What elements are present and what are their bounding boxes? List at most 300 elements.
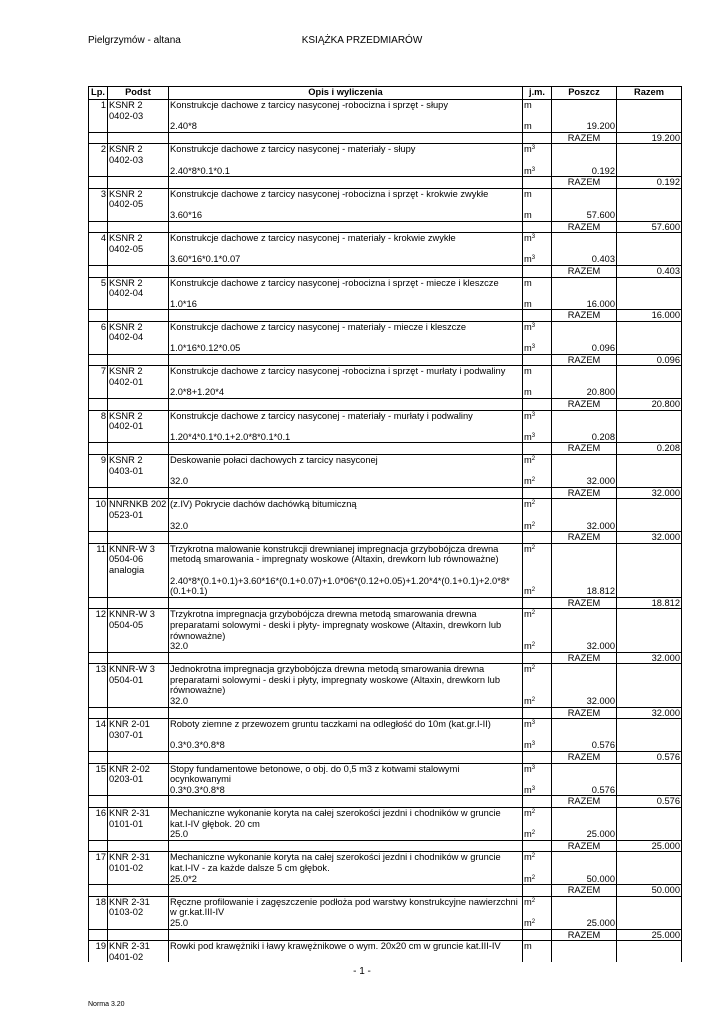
item-partial-quantity: 16.000 — [552, 299, 617, 310]
item-calculation: 32.0 — [169, 696, 523, 707]
total-row — [89, 652, 682, 664]
total-desc-empty — [169, 597, 523, 609]
item-total-quantity: 0.403 — [617, 265, 682, 277]
item-partial-quantity: 32.000 — [552, 641, 617, 652]
total-row — [89, 532, 682, 544]
column-header-razem: Razem — [617, 87, 682, 100]
total-unit-empty — [523, 177, 552, 189]
total-desc-empty — [169, 840, 523, 852]
calculation-row — [89, 432, 682, 443]
total-unit-empty — [523, 885, 552, 897]
table-row — [89, 233, 682, 255]
item-total-empty — [617, 543, 682, 575]
calc-total-empty — [617, 121, 682, 132]
total-label: RAZEM — [552, 929, 617, 941]
page-title: KSIĄŻKA PRZEDMIARÓW — [301, 35, 423, 46]
total-label: RAZEM — [552, 399, 617, 411]
total-label: RAZEM — [552, 652, 617, 664]
item-unit: $m^2$ — [523, 455, 552, 477]
total-label: RAZEM — [552, 707, 617, 719]
total-row — [89, 929, 682, 941]
item-partial-quantity: 0.576 — [552, 740, 617, 751]
calc-lp-empty — [89, 343, 108, 354]
total-desc-empty — [169, 885, 523, 897]
calculation-row — [89, 874, 682, 885]
column-header-lp: Lp. — [89, 87, 108, 100]
item-description: Jednokrotna impregnacja grzybobójcza drewna metodą smarowania drewna preparatami solowymi - deski i płyty, impregnaty woskowe (Altaxin, drewkorn lub równoważne) — [169, 664, 523, 696]
item-unit: m — [523, 100, 552, 122]
calc-basis-empty — [108, 166, 169, 177]
total-lp-empty — [89, 885, 108, 897]
total-basis-empty — [108, 265, 169, 277]
item-calculation: 32.0 — [169, 641, 523, 652]
item-partial-empty — [552, 144, 617, 166]
item-calculation: 3.60*16 — [169, 210, 523, 221]
table-header-row — [89, 87, 682, 100]
item-partial-empty — [552, 543, 617, 575]
item-basis: KNNR-W 3 0504-06 analogia — [108, 543, 169, 575]
total-basis-empty — [108, 354, 169, 366]
calc-unit: $m^2$ — [523, 476, 552, 487]
calculation-row — [89, 210, 682, 221]
item-number: 13 — [89, 664, 108, 696]
table-row — [89, 366, 682, 388]
item-number: 1 — [89, 100, 108, 122]
calc-basis-empty — [108, 299, 169, 310]
total-lp-empty — [89, 399, 108, 411]
item-calculation: 0.3*0.3*0.8*8 — [169, 740, 523, 751]
item-unit: $m^3$ — [523, 233, 552, 255]
calc-unit: $m^2$ — [523, 641, 552, 652]
calc-unit: $m^3$ — [523, 785, 552, 796]
item-partial-quantity: 50.000 — [552, 874, 617, 885]
table-row — [89, 455, 682, 477]
calc-basis-empty — [108, 829, 169, 840]
item-partial-empty — [552, 719, 617, 741]
item-partial-quantity: 0.576 — [552, 785, 617, 796]
item-basis: KNR 2-01 0307-01 — [108, 719, 169, 741]
item-unit: $m^2$ — [523, 664, 552, 696]
item-total-empty — [617, 941, 682, 963]
item-calculation: 32.0 — [169, 476, 523, 487]
bill-of-quantities-table — [88, 86, 682, 962]
item-number: 18 — [89, 896, 108, 918]
item-total-empty — [617, 100, 682, 122]
item-number: 15 — [89, 763, 108, 785]
item-total-quantity: 0.576 — [617, 796, 682, 808]
item-description: Konstrukcje dachowe z tarcicy nasyconej -robocizna i sprzęt - krokwie zwykłe — [169, 188, 523, 210]
item-description: (z.IV) Pokrycie dachów dachówką bitumiczną — [169, 499, 523, 521]
item-number: 5 — [89, 277, 108, 299]
total-desc-empty — [169, 652, 523, 664]
item-calculation: 2.40*8*0.1*0.1 — [169, 166, 523, 177]
total-unit-empty — [523, 929, 552, 941]
table-row — [89, 852, 682, 874]
total-unit-empty — [523, 221, 552, 233]
item-number: 7 — [89, 366, 108, 388]
total-basis-empty — [108, 177, 169, 189]
item-total-quantity: 50.000 — [617, 885, 682, 897]
calc-unit: $m^3$ — [523, 740, 552, 751]
total-desc-empty — [169, 399, 523, 411]
calculation-row — [89, 121, 682, 132]
item-description: Rowki pod krawężniki i ławy krawężnikowe o wym. 20x20 cm w gruncie kat.III-IV — [169, 941, 523, 963]
total-label: RAZEM — [552, 796, 617, 808]
total-unit-empty — [523, 354, 552, 366]
item-description: Roboty ziemne z przewozem gruntu taczkami na odległość do 10m (kat.gr.I-II) — [169, 719, 523, 741]
item-partial-empty — [552, 188, 617, 210]
item-calculation: 1.0*16 — [169, 299, 523, 310]
total-label: RAZEM — [552, 132, 617, 144]
total-unit-empty — [523, 487, 552, 499]
column-header-opis: Opis i wyliczenia — [169, 87, 523, 100]
calc-total-empty — [617, 874, 682, 885]
calculation-row — [89, 254, 682, 265]
item-total-quantity: 0.192 — [617, 177, 682, 189]
item-calculation: 1.0*16*0.12*0.05 — [169, 343, 523, 354]
total-desc-empty — [169, 354, 523, 366]
item-total-quantity: 32.000 — [617, 652, 682, 664]
item-number: 4 — [89, 233, 108, 255]
item-calculation: 25.0*2 — [169, 874, 523, 885]
item-total-quantity: 16.000 — [617, 310, 682, 322]
item-basis: KSNR 2 0402-03 — [108, 100, 169, 122]
item-basis: KSNR 2 0402-04 — [108, 277, 169, 299]
item-basis: KSNR 2 0402-01 — [108, 366, 169, 388]
item-number: 11 — [89, 543, 108, 575]
item-calculation: 1.20*4*0.1*0.1+2.0*8*0.1*0.1 — [169, 432, 523, 443]
total-basis-empty — [108, 929, 169, 941]
item-total-empty — [617, 366, 682, 388]
total-label: RAZEM — [552, 310, 617, 322]
calc-lp-empty — [89, 696, 108, 707]
item-description: Konstrukcje dachowe z tarcicy nasyconej - materiały - miecze i kleszcze — [169, 321, 523, 343]
total-basis-empty — [108, 885, 169, 897]
item-description: Trzykrotna impregnacja grzybobójcza drewna metodą smarowania drewna preparatami solowymi - deski i płyty- impregnaty woskowe (Altaxin, drewkorn lub równoważne) — [169, 609, 523, 641]
item-number: 16 — [89, 808, 108, 830]
item-total-quantity: 0.208 — [617, 443, 682, 455]
table-row — [89, 499, 682, 521]
total-lp-empty — [89, 487, 108, 499]
item-calculation: 32.0 — [169, 521, 523, 532]
item-total-empty — [617, 410, 682, 432]
calc-total-empty — [617, 432, 682, 443]
item-total-empty — [617, 664, 682, 696]
calc-basis-empty — [108, 121, 169, 132]
item-description: Deskowanie połaci dachowych z tarcicy nasyconej — [169, 455, 523, 477]
table-row — [89, 896, 682, 918]
total-row — [89, 132, 682, 144]
calc-unit: m — [523, 299, 552, 310]
item-partial-quantity: 0.403 — [552, 254, 617, 265]
total-unit-empty — [523, 752, 552, 764]
item-partial-empty — [552, 277, 617, 299]
item-partial-empty — [552, 896, 617, 918]
item-unit: $m^2$ — [523, 609, 552, 641]
item-basis: NNRNKB 202 0523-01 — [108, 499, 169, 521]
total-unit-empty — [523, 132, 552, 144]
total-lp-empty — [89, 752, 108, 764]
item-total-empty — [617, 233, 682, 255]
table-row — [89, 719, 682, 741]
item-number: 3 — [89, 188, 108, 210]
calc-unit: m — [523, 387, 552, 398]
total-lp-empty — [89, 265, 108, 277]
calc-unit: $m^2$ — [523, 696, 552, 707]
total-unit-empty — [523, 840, 552, 852]
calc-unit: $m^3$ — [523, 254, 552, 265]
item-basis: KSNR 2 0402-05 — [108, 233, 169, 255]
item-description: Konstrukcje dachowe z tarcicy nasyconej -robocizna i sprzęt - murłaty i podwaliny — [169, 366, 523, 388]
calc-lp-empty — [89, 299, 108, 310]
calc-lp-empty — [89, 387, 108, 398]
calculation-row — [89, 476, 682, 487]
item-calculation: 2.40*8 — [169, 121, 523, 132]
total-label: RAZEM — [552, 885, 617, 897]
item-total-empty — [617, 455, 682, 477]
item-total-quantity: 25.000 — [617, 840, 682, 852]
total-row — [89, 840, 682, 852]
total-label: RAZEM — [552, 443, 617, 455]
item-unit: m — [523, 277, 552, 299]
calc-total-empty — [617, 166, 682, 177]
calculation-row — [89, 918, 682, 929]
item-calculation: 25.0 — [169, 918, 523, 929]
item-total-empty — [617, 896, 682, 918]
item-description: Trzykrotna malowanie konstrukcji drewnianej impregnacja grzybobójcza drewna metodą smarowania - impregnaty woskowe (Altaxin, drewkorn lub równoważne) — [169, 543, 523, 575]
total-desc-empty — [169, 929, 523, 941]
item-unit: m — [523, 941, 552, 963]
calc-lp-empty — [89, 829, 108, 840]
item-partial-empty — [552, 100, 617, 122]
calc-basis-empty — [108, 343, 169, 354]
total-unit-empty — [523, 532, 552, 544]
calc-lp-empty — [89, 121, 108, 132]
item-basis: KNR 2-31 0101-01 — [108, 808, 169, 830]
item-total-quantity: 32.000 — [617, 707, 682, 719]
item-description: Konstrukcje dachowe z tarcicy nasyconej -robocizna i sprzęt - miecze i kleszcze — [169, 277, 523, 299]
total-row — [89, 707, 682, 719]
item-calculation: 3.60*16*0.1*0.07 — [169, 254, 523, 265]
calc-unit: m — [523, 121, 552, 132]
item-calculation: 25.0 — [169, 829, 523, 840]
calc-total-empty — [617, 210, 682, 221]
table-row — [89, 941, 682, 963]
item-total-quantity: 19.200 — [617, 132, 682, 144]
total-desc-empty — [169, 221, 523, 233]
total-desc-empty — [169, 177, 523, 189]
total-row — [89, 265, 682, 277]
item-basis: KNR 2-02 0203-01 — [108, 763, 169, 785]
total-label: RAZEM — [552, 354, 617, 366]
calc-unit: $m^2$ — [523, 874, 552, 885]
calc-lp-empty — [89, 476, 108, 487]
calc-lp-empty — [89, 641, 108, 652]
item-description: Mechaniczne wykonanie koryta na całej szerokości jezdni i chodników w gruncie kat.I-IV głębok. 20 cm — [169, 808, 523, 830]
item-total-quantity: 0.576 — [617, 752, 682, 764]
item-calculation: 0.3*0.3*0.8*8 — [169, 785, 523, 796]
item-partial-quantity: 57.600 — [552, 210, 617, 221]
total-row — [89, 796, 682, 808]
total-row — [89, 597, 682, 609]
item-calculation: 2.40*8*(0.1+0.1)+3.60*16*(0.1+0.07)+1.0*06*(0.12+0.05)+1.20*4*(0.1+0.1)+2.0*8*(0.1+0.1) — [169, 576, 523, 598]
item-partial-empty — [552, 410, 617, 432]
total-desc-empty — [169, 752, 523, 764]
total-row — [89, 310, 682, 322]
item-number: 19 — [89, 941, 108, 963]
table-body — [89, 100, 682, 963]
item-basis: KNNR-W 3 0504-05 — [108, 609, 169, 641]
total-label: RAZEM — [552, 177, 617, 189]
calc-basis-empty — [108, 696, 169, 707]
calc-unit: $m^2$ — [523, 521, 552, 532]
total-lp-empty — [89, 177, 108, 189]
calculation-row — [89, 387, 682, 398]
item-total-quantity: 25.000 — [617, 929, 682, 941]
calc-lp-empty — [89, 785, 108, 796]
column-header-jm: j.m. — [523, 87, 552, 100]
item-unit: $m^2$ — [523, 499, 552, 521]
total-desc-empty — [169, 532, 523, 544]
total-basis-empty — [108, 796, 169, 808]
total-unit-empty — [523, 796, 552, 808]
calc-total-empty — [617, 918, 682, 929]
total-basis-empty — [108, 132, 169, 144]
item-calculation: 2.0*8+1.20*4 — [169, 387, 523, 398]
calculation-row — [89, 696, 682, 707]
item-total-quantity: 32.000 — [617, 532, 682, 544]
item-number: 8 — [89, 410, 108, 432]
total-row — [89, 443, 682, 455]
calc-unit: $m^3$ — [523, 343, 552, 354]
calc-unit: $m^3$ — [523, 166, 552, 177]
table-row — [89, 763, 682, 785]
total-desc-empty — [169, 796, 523, 808]
item-basis: KNR 2-31 0101-02 — [108, 852, 169, 874]
total-unit-empty — [523, 399, 552, 411]
calc-basis-empty — [108, 521, 169, 532]
total-unit-empty — [523, 597, 552, 609]
item-description: Konstrukcje dachowe z tarcicy nasyconej - materiały - krokwie zwykłe — [169, 233, 523, 255]
item-number: 9 — [89, 455, 108, 477]
calculation-row — [89, 641, 682, 652]
item-unit: $m^2$ — [523, 896, 552, 918]
item-partial-empty — [552, 321, 617, 343]
calc-unit: $m^2$ — [523, 918, 552, 929]
item-partial-empty — [552, 499, 617, 521]
table-row — [89, 144, 682, 166]
item-description: Mechaniczne wykonanie koryta na całej szerokości jezdni i chodników w gruncie kat.I-IV - za każde dalsze 5 cm głębok. — [169, 852, 523, 874]
item-partial-empty — [552, 609, 617, 641]
total-row — [89, 221, 682, 233]
item-partial-empty — [552, 763, 617, 785]
total-basis-empty — [108, 652, 169, 664]
total-lp-empty — [89, 597, 108, 609]
calculation-row — [89, 166, 682, 177]
total-basis-empty — [108, 221, 169, 233]
item-description: Stopy fundamentowe betonowe, o obj. do 0,5 m3 z kotwami stalowymi ocynkowanymi — [169, 763, 523, 785]
calculation-row — [89, 343, 682, 354]
calc-basis-empty — [108, 210, 169, 221]
item-partial-quantity: 25.000 — [552, 918, 617, 929]
item-total-empty — [617, 144, 682, 166]
item-partial-empty — [552, 366, 617, 388]
total-basis-empty — [108, 707, 169, 719]
item-partial-empty — [552, 664, 617, 696]
total-desc-empty — [169, 132, 523, 144]
total-lp-empty — [89, 310, 108, 322]
calculation-row — [89, 785, 682, 796]
calc-total-empty — [617, 521, 682, 532]
calc-lp-empty — [89, 740, 108, 751]
total-basis-empty — [108, 399, 169, 411]
calc-basis-empty — [108, 641, 169, 652]
item-basis: KSNR 2 0402-05 — [108, 188, 169, 210]
table-row — [89, 609, 682, 641]
item-unit: $m^3$ — [523, 763, 552, 785]
total-label: RAZEM — [552, 221, 617, 233]
item-total-empty — [617, 609, 682, 641]
calc-unit: $m^2$ — [523, 576, 552, 598]
item-total-empty — [617, 499, 682, 521]
calculation-row — [89, 521, 682, 532]
item-unit: $m^3$ — [523, 410, 552, 432]
total-desc-empty — [169, 310, 523, 322]
calc-total-empty — [617, 740, 682, 751]
total-lp-empty — [89, 221, 108, 233]
calc-lp-empty — [89, 918, 108, 929]
calc-total-empty — [617, 696, 682, 707]
item-total-quantity: 0.096 — [617, 354, 682, 366]
item-partial-quantity: 18.812 — [552, 576, 617, 598]
total-label: RAZEM — [552, 752, 617, 764]
table-row — [89, 808, 682, 830]
total-unit-empty — [523, 310, 552, 322]
item-unit: m — [523, 366, 552, 388]
total-row — [89, 752, 682, 764]
calc-total-empty — [617, 254, 682, 265]
table-row — [89, 664, 682, 696]
item-basis: KSNR 2 0402-03 — [108, 144, 169, 166]
calculation-row — [89, 299, 682, 310]
item-total-quantity: 18.812 — [617, 597, 682, 609]
calculation-row — [89, 576, 682, 598]
total-basis-empty — [108, 597, 169, 609]
calc-unit: $m^2$ — [523, 829, 552, 840]
total-lp-empty — [89, 707, 108, 719]
item-unit: $m^3$ — [523, 719, 552, 741]
total-row — [89, 399, 682, 411]
calc-basis-empty — [108, 740, 169, 751]
calc-total-empty — [617, 641, 682, 652]
item-number: 10 — [89, 499, 108, 521]
item-basis: KSNR 2 0403-01 — [108, 455, 169, 477]
calc-total-empty — [617, 299, 682, 310]
calculation-row — [89, 740, 682, 751]
total-unit-empty — [523, 652, 552, 664]
item-description: Konstrukcje dachowe z tarcicy nasyconej - materiały - murłaty i podwaliny — [169, 410, 523, 432]
total-desc-empty — [169, 443, 523, 455]
item-number: 6 — [89, 321, 108, 343]
total-lp-empty — [89, 652, 108, 664]
calc-basis-empty — [108, 254, 169, 265]
item-partial-empty — [552, 455, 617, 477]
item-partial-empty — [552, 852, 617, 874]
item-partial-quantity: 20.800 — [552, 387, 617, 398]
calc-basis-empty — [108, 432, 169, 443]
calc-lp-empty — [89, 210, 108, 221]
item-basis: KNR 2-31 0103-02 — [108, 896, 169, 918]
